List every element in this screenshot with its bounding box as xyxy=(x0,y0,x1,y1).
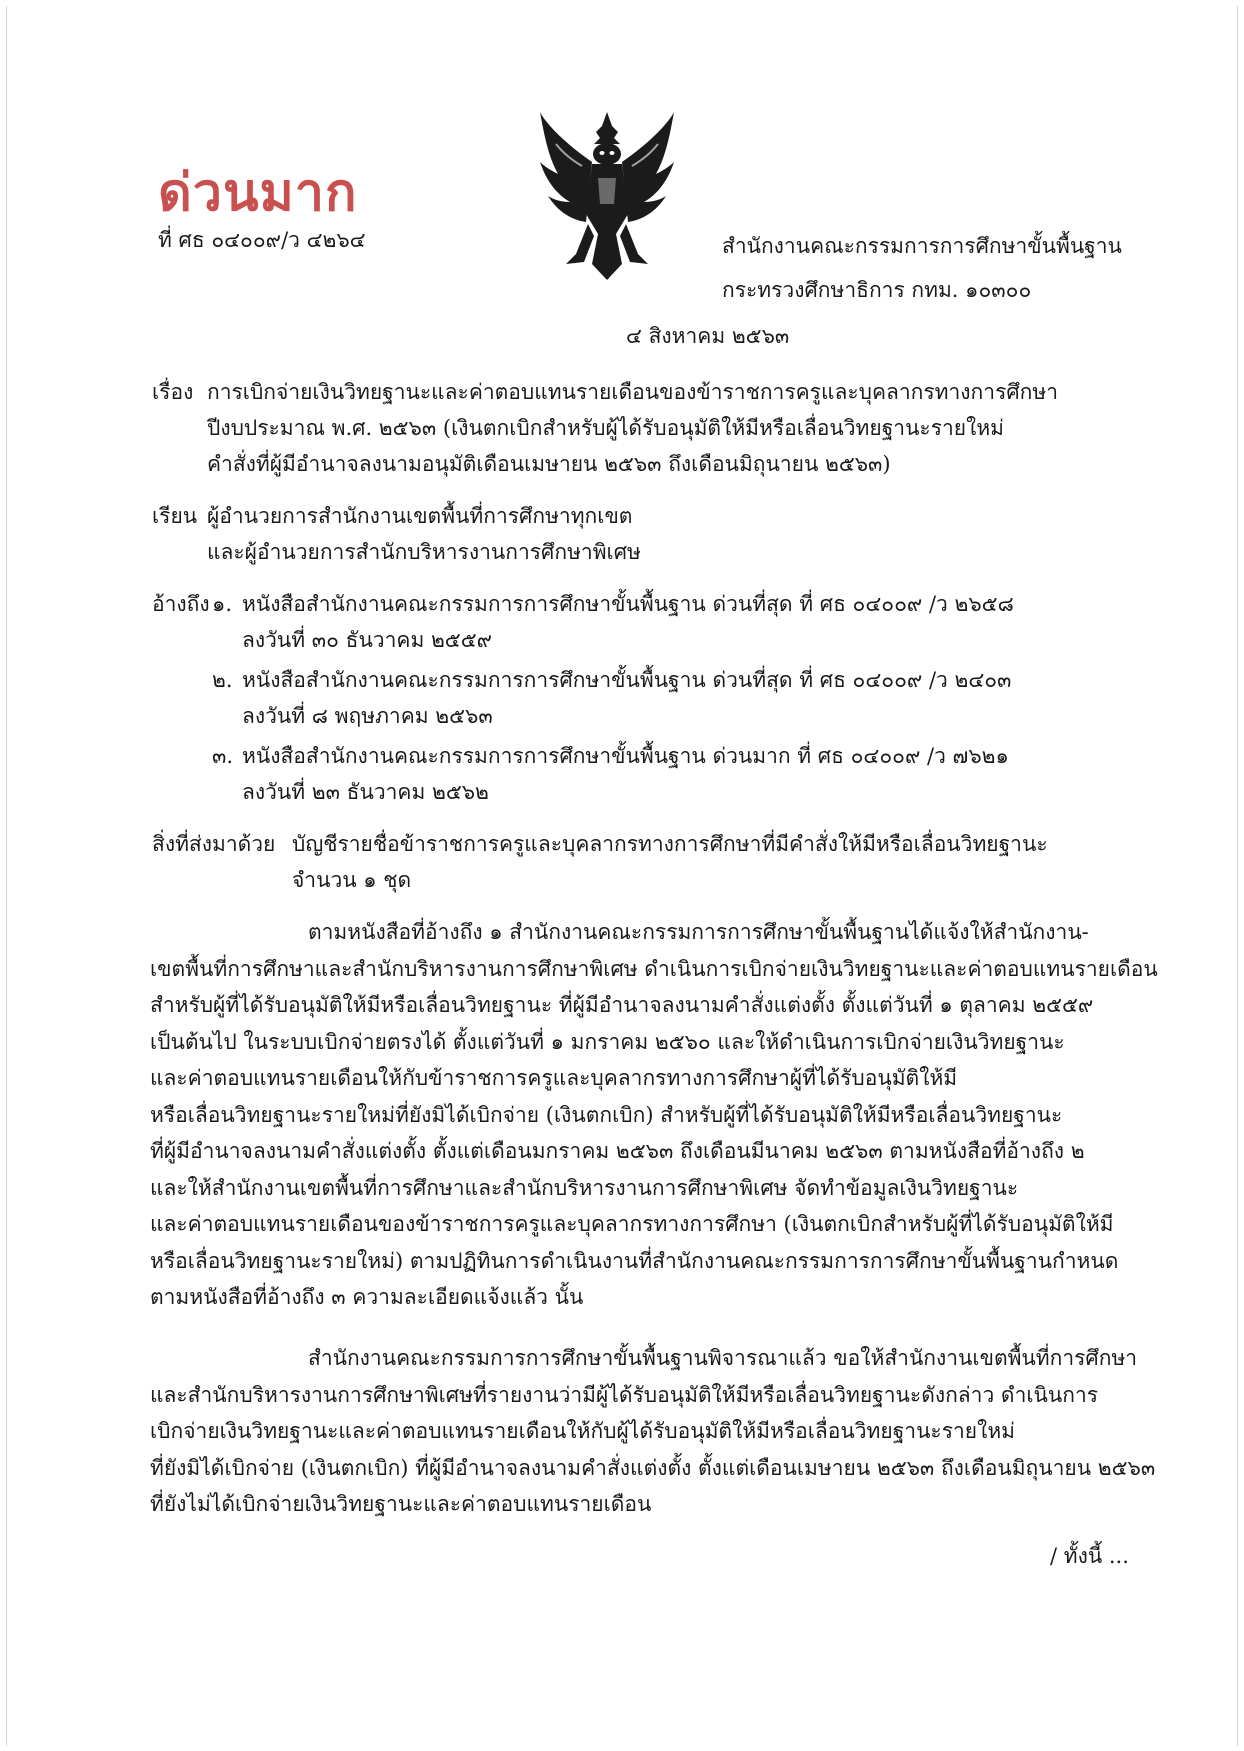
reference-date: ลงวันที่ ๘ พฤษภาคม ๒๕๖๓ xyxy=(242,704,493,728)
body-paragraph-2 xyxy=(150,1340,1156,1523)
continuation-marker: / ทั้งนี้ ... xyxy=(1050,1544,1129,1568)
paragraph-line: ตามหนังสือที่อ้างถึง ๓ ความละเอียดแจ้งแล้ว นั้น xyxy=(150,1285,584,1309)
paragraph-line: เบิกจ่ายเงินวิทยฐานะและค่าตอบแทนรายเดือนให้กับผู้ได้รับอนุมัติให้มีหรือเลื่อนวิทยฐานะรายใหม่ xyxy=(150,1419,1016,1443)
subject-line: ปีงบประมาณ พ.ศ. ๒๕๖๓ (เงินตกเบิกสำหรับผู้ได้รับอนุมัติให้มีหรือเลื่อนวิทยฐานะรายใหม่ xyxy=(207,416,1005,440)
subject-line: คำสั่งที่ผู้มีอำนาจลงนามอนุมัติเดือนเมษายน ๒๕๖๓ ถึงเดือนมิถุนายน ๒๕๖๓) xyxy=(207,452,891,476)
reference-line: หนังสือสำนักงานคณะกรรมการการศึกษาขั้นพื้นฐาน ด่วนมาก ที่ ศธ ๐๔๐๐๙ /ว ๗๖๒๑ xyxy=(242,744,1009,768)
paragraph-line: และสำนักบริหารงานการศึกษาพิเศษที่รายงานว่ามีผู้ได้รับอนุมัติให้มีหรือเลื่อนวิทยฐานะดังกล่าว ดำเนินการ xyxy=(150,1382,1099,1407)
paragraph-line: หรือเลื่อนวิทยฐานะรายใหม่) ตามปฏิทินการดำเนินงานที่สำนักงานคณะกรรมการการศึกษาขั้นพื้นฐานกำหนด xyxy=(150,1248,1119,1273)
doc-number: ที่ ศธ ๐๔๐๐๙/ว ๔๒๖๔ xyxy=(158,228,366,252)
paragraph-line: หรือเลื่อนวิทยฐานะรายใหม่ที่ยังมิได้เบิกจ่าย (เงินตกเบิก) สำหรับผู้ที่ได้รับอนุมัติให้มีหรือเลื่อนวิทยฐานะ xyxy=(150,1102,1063,1127)
paragraph-line: ที่ยังมิได้เบิกจ่าย (เงินตกเบิก) ที่ผู้มีอำนาจลงนามคำสั่งแต่งตั้ง ตั้งแต่เดือนเมษายน ๒๕๖๓ ถึงเดือนมิถุนายน ๒๕๖๓ xyxy=(150,1455,1156,1480)
paragraph-line: สำนักงานคณะกรรมการการศึกษาขั้นพื้นฐานพิจารณาแล้ว ขอให้สำนักงานเขตพื้นที่การศึกษา xyxy=(308,1346,1138,1370)
paragraph-line: ที่ผู้มีอำนาจลงนามคำสั่งแต่งตั้ง ตั้งแต่เดือนมกราคม ๒๕๖๓ ถึงเดือนมีนาคม ๒๕๖๓ ตามหนังสือที่อ้างถึง ๒ xyxy=(150,1139,1085,1163)
paragraph-line: และค่าตอบแทนรายเดือนของข้าราชการครูและบุคลากรทางการศึกษา (เงินตกเบิกสำหรับผู้ที่ได้รับอนุมัติให้มี xyxy=(150,1212,1114,1236)
reference-date: ลงวันที่ ๓๐ ธันวาคม ๒๕๕๙ xyxy=(242,628,492,652)
agency-address: กระทรวงศึกษาธิการ กทม. ๑๐๓๐๐ xyxy=(722,278,1032,302)
agency-name: สำนักงานคณะกรรมการการศึกษาขั้นพื้นฐาน xyxy=(722,234,1122,258)
enclosure-count: จำนวน ๑ ชุด xyxy=(292,868,412,892)
enclosure-line: บัญชีรายชื่อข้าราชการครูและบุคลากรทางการศึกษาที่มีคำสั่งให้มีหรือเลื่อนวิทยฐานะ xyxy=(292,832,1048,856)
addressee-label: เรียน xyxy=(152,504,198,528)
paragraph-line: เป็นต้นไป ในระบบเบิกจ่ายตรงได้ ตั้งแต่วันที่ ๑ มกราคม ๒๕๖๐ และให้ดำเนินการเบิกจ่ายเงินวิทยฐานะ xyxy=(150,1029,1065,1054)
paragraph-line: และให้สำนักงานเขตพื้นที่การศึกษาและสำนักบริหารงานการศึกษาพิเศษ จัดทำข้อมูลเงินวิทยฐานะ xyxy=(150,1175,1019,1200)
reference-number: ๑. xyxy=(212,592,233,616)
urgency-stamp: ด่วนมาก xyxy=(158,162,358,223)
reference-number: ๓. xyxy=(212,744,234,768)
subject-label: เรื่อง xyxy=(152,380,194,404)
garuda-emblem-icon xyxy=(536,104,678,282)
body-paragraph-1 xyxy=(150,914,1158,1316)
addressee-line: ผู้อำนวยการสำนักงานเขตพื้นที่การศึกษาทุกเขต xyxy=(207,504,633,528)
reference-line: หนังสือสำนักงานคณะกรรมการการศึกษาขั้นพื้นฐาน ด่วนที่สุด ที่ ศธ ๐๔๐๐๙ /ว ๒๖๕๘ xyxy=(242,592,1014,616)
paragraph-line: เขตพื้นที่การศึกษาและสำนักบริหารงานการศึกษาพิเศษ ดำเนินการเบิกจ่ายเงินวิทยฐานะและค่าตอบแทนรายเดือน xyxy=(150,956,1158,981)
paragraph-line: ตามหนังสือที่อ้างถึง ๑ สำนักงานคณะกรรมการการศึกษาขั้นพื้นฐานได้แจ้งให้สำนักงาน- xyxy=(308,920,1089,944)
paragraph-line: และค่าตอบแทนรายเดือนให้กับข้าราชการครูและบุคลากรทางการศึกษาผู้ที่ได้รับอนุมัติให้มี xyxy=(150,1066,958,1090)
reference-line: หนังสือสำนักงานคณะกรรมการการศึกษาขั้นพื้นฐาน ด่วนที่สุด ที่ ศธ ๐๔๐๐๙ /ว ๒๔๐๓ xyxy=(242,668,1012,692)
reference-date: ลงวันที่ ๒๓ ธันวาคม ๒๕๖๒ xyxy=(242,780,489,804)
document-date: ๔ สิงหาคม ๒๕๖๓ xyxy=(626,324,790,348)
references-label: อ้างถึง xyxy=(152,592,210,616)
reference-number: ๒. xyxy=(212,668,233,692)
subject-line: การเบิกจ่ายเงินวิทยฐานะและค่าตอบแทนรายเดือนของข้าราชการครูและบุคลากรทางการศึกษา xyxy=(207,380,1059,404)
paragraph-line: ที่ยังไม่ได้เบิกจ่ายเงินวิทยฐานะและค่าตอบแทนรายเดือน xyxy=(150,1492,652,1516)
enclosure-label: สิ่งที่ส่งมาด้วย xyxy=(152,832,276,856)
addressee-line: และผู้อำนวยการสำนักบริหารงานการศึกษาพิเศษ xyxy=(207,540,641,564)
paragraph-line: สำหรับผู้ที่ได้รับอนุมัติให้มีหรือเลื่อนวิทยฐานะ ที่ผู้มีอำนาจลงนามคำสั่งแต่งตั้ง ตั้งแต่วันที่ ๑ ตุลาคม ๒๕๕๙ xyxy=(150,993,1094,1017)
